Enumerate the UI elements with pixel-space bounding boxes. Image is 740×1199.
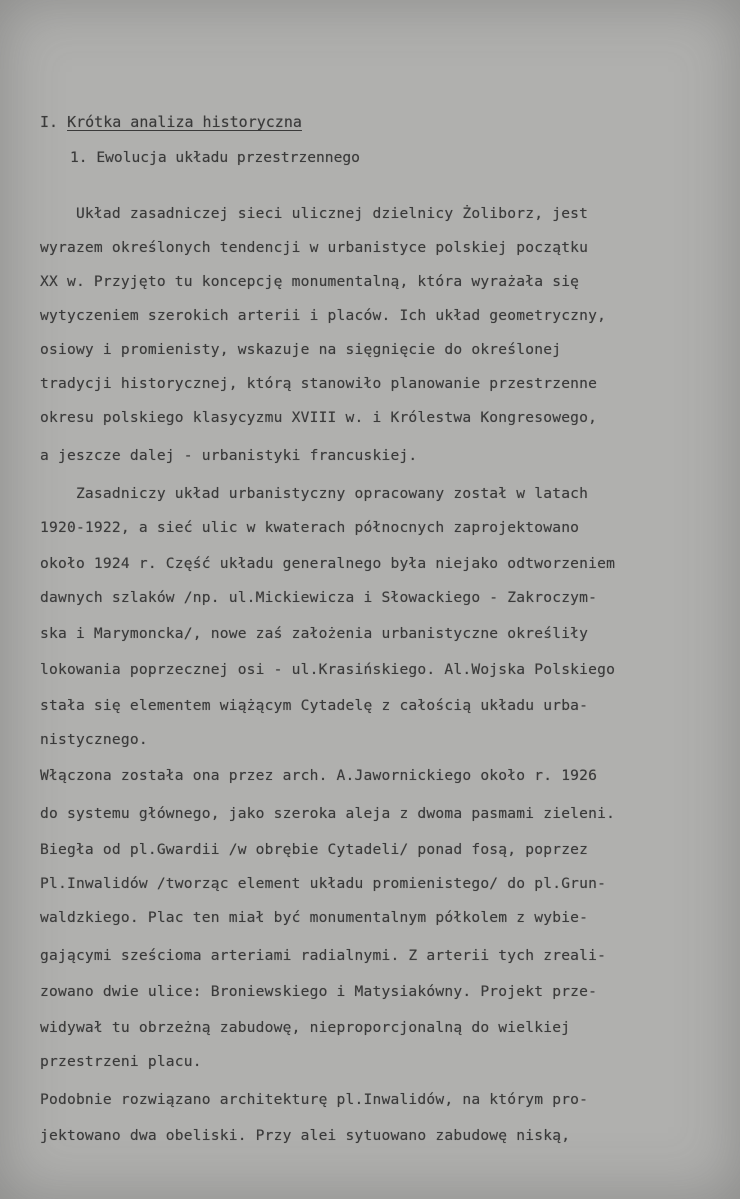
text-line: jektowano dwa obeliski. Przy alei sytuowano zabudowę niską, — [40, 1127, 571, 1144]
text-line: wyrazem określonych tendencji w urbanistyce polskiej początku — [40, 239, 589, 256]
text-line: widywał tu obrzeżną zabudowę, nieproporcjonalną do wielkiej — [40, 1019, 571, 1036]
text-line: stała się elementem wiążącym Cytadelę z całością układu urba- — [40, 697, 589, 714]
text-line: tradycji historycznej, którą stanowiło planowanie przestrzenne — [40, 375, 598, 392]
text-line: gającymi sześcioma arteriami radialnymi. Z arterii tych zreali- — [40, 947, 607, 964]
text-line: Zasadniczy układ urbanistyczny opracowany został w latach — [40, 485, 589, 502]
text-line: 1920-1922, a sieć ulic w kwaterach północnych zaprojektowano — [40, 519, 580, 536]
text-line: waldzkiego. Plac ten miał być monumentalnym półkolem z wybie- — [40, 909, 589, 926]
text-line: do systemu głównego, jako szeroka aleja z dwoma pasmami zieleni. — [40, 805, 616, 822]
text-line: zowano dwie ulice: Broniewskiego i Matysiakówny. Projekt prze- — [40, 983, 598, 1000]
text-line: Włączona została ona przez arch. A.Jawornickiego około r. 1926 — [40, 767, 598, 784]
text-line: przestrzeni placu. — [40, 1053, 202, 1070]
text-line: Układ zasadniczej sieci ulicznej dzielnicy Żoliborz, jest — [40, 205, 589, 222]
text-line: lokowania poprzecznej osi - ul.Krasińskiego. Al.Wojska Polskiego — [40, 661, 616, 678]
text-line: okresu polskiego klasycyzmu XVIII w. i Królestwa Kongresowego, — [40, 409, 598, 426]
text-line: wytyczeniem szerokich arterii i placów. Ich układ geometryczny, — [40, 307, 607, 324]
text-line: osiowy i promienisty, wskazuje na sięgnięcie do określonej — [40, 341, 562, 358]
text-line: a jeszcze dalej - urbanistyki francuskiej. — [40, 447, 418, 464]
section-number: I. — [40, 113, 59, 131]
text-line: Podobnie rozwiązano architekturę pl.Inwalidów, na którym pro- — [40, 1091, 589, 1108]
text-line: ska i Marymoncka/, nowe zaś założenia urbanistyczne określiły — [40, 625, 589, 642]
subsection-heading: 1. Ewolucja układu przestrzennego — [70, 149, 360, 166]
section-heading — [40, 112, 302, 132]
text-line: nistycznego. — [40, 731, 148, 748]
text-line: XX w. Przyjęto tu koncepcję monumentalną, która wyrażała się — [40, 273, 580, 290]
text-line: dawnych szlaków /np. ul.Mickiewicza i Słowackiego - Zakroczym- — [40, 589, 598, 606]
text-line: około 1924 r. Część układu generalnego była niejako odtworzeniem — [40, 555, 616, 572]
text-line: Pl.Inwalidów /tworząc element układu promienistego/ do pl.Grun- — [40, 875, 607, 892]
section-title: Krótka analiza historyczna — [67, 113, 302, 131]
text-line: Biegła od pl.Gwardii /w obrębie Cytadeli/ ponad fosą, poprzez — [40, 841, 589, 858]
